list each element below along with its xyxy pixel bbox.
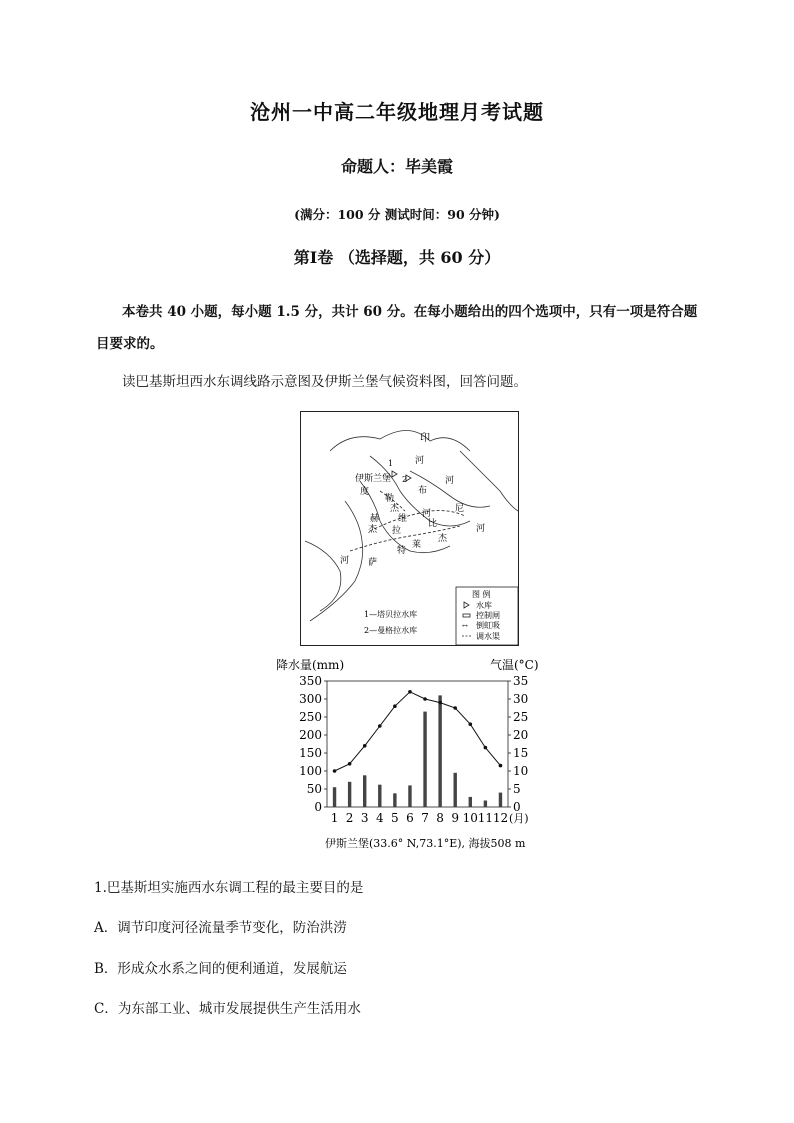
y2-tick-label: 0 — [513, 800, 521, 814]
x-tick-label: 2 — [345, 811, 354, 825]
legend-note: 1—塔贝拉水库 — [364, 610, 418, 619]
y-tick-label: 350 — [299, 674, 322, 688]
map-label: 莱 — [412, 540, 422, 550]
map-label: 赫 — [370, 514, 380, 524]
temperature-point — [363, 744, 367, 748]
temperature-point — [499, 764, 503, 768]
precipitation-bar — [499, 793, 502, 807]
y2-tick-label: 5 — [513, 782, 521, 796]
map-label: 杰 — [390, 504, 400, 514]
map-label: 河 — [415, 456, 425, 466]
x-tick-label: 5 — [391, 811, 399, 825]
reservoir-number: 2 — [402, 475, 408, 484]
precipitation-bar — [348, 782, 351, 807]
x-tick-label: 7 — [421, 811, 429, 825]
x-tick-label: 11 — [477, 811, 494, 825]
y2-tick-label: 10 — [513, 764, 529, 778]
precipitation-bar — [469, 797, 472, 807]
map-label: 比 — [428, 519, 438, 529]
question-option-b[interactable]: B．形成众水系之间的便利通道，发展航运 — [94, 961, 347, 977]
map-label: 杰 — [368, 525, 378, 535]
chart-caption: 伊斯兰堡(33.6° N,73.1°E), 海拔508 m — [325, 837, 526, 850]
map-label: 度 — [360, 487, 370, 497]
temperature-point — [348, 762, 352, 766]
map-label: 维 — [398, 514, 408, 524]
question-option-c[interactable]: C．为东部工业、城市发展提供生产生活用水 — [94, 1001, 361, 1017]
y-tick-label: 300 — [299, 692, 322, 706]
temperature-point — [423, 697, 427, 701]
y-tick-label: 250 — [299, 710, 322, 724]
map-label: 河 — [340, 556, 350, 566]
legend-title: 图 例 — [472, 590, 491, 599]
precipitation-bar — [408, 785, 411, 807]
legend-item: 控制闸 — [476, 611, 500, 620]
y-tick-label: 200 — [299, 728, 322, 742]
x-tick-label: 1 — [330, 811, 339, 825]
precipitation-bar — [363, 775, 366, 807]
map-label: 特 — [397, 546, 407, 556]
climate-chart — [270, 655, 560, 855]
y2-axis-label: 气温(°C) — [490, 658, 539, 672]
legend-item: 调水渠 — [476, 632, 500, 641]
plot-frame — [327, 681, 508, 807]
precipitation-bar — [333, 787, 336, 807]
y-tick-label: 100 — [299, 764, 322, 778]
precipitation-bar — [393, 793, 396, 807]
map-label: 拉 — [392, 526, 402, 536]
question-lead: 读巴基斯坦西水东调线路示意图及伊斯兰堡气候资料图，回答问题。 — [122, 374, 527, 390]
instructions: 本卷共 40 小题，每小题 1.5 分，共计 60 分。在每小题给出的四个选项中，只有一项是符合题目要求的。 — [96, 304, 698, 352]
water-diversion-map — [300, 411, 520, 647]
y2-tick-label: 20 — [513, 728, 529, 742]
question-stem: 1.巴基斯坦实施西水东调工程的最主要目的是 — [94, 880, 364, 896]
reservoir-number: 1 — [388, 459, 394, 468]
temperature-line — [335, 692, 501, 771]
x-tick-label: 10 — [462, 811, 478, 825]
y-tick-label: 50 — [306, 782, 322, 796]
question-option-a[interactable]: A．调节印度河径流量季节变化，防治洪涝 — [94, 920, 347, 936]
city-label-islamabad: 伊斯兰堡 — [355, 474, 392, 484]
y-tick-label: 150 — [299, 746, 322, 760]
map-label: 尼 — [455, 504, 465, 514]
map-label: 河 — [422, 509, 432, 519]
y2-tick-label: 25 — [513, 710, 529, 724]
y-tick-label: 0 — [314, 800, 322, 814]
temperature-point — [408, 690, 412, 694]
author-line: 命题人：毕美霞 — [340, 157, 453, 176]
temperature-point — [438, 701, 442, 705]
temperature-point — [393, 704, 397, 708]
legend-item: 倒虹吸 — [476, 621, 500, 630]
map-label: 河 — [445, 476, 455, 486]
y2-tick-label: 35 — [513, 674, 529, 688]
map-label: 杰 — [438, 534, 448, 544]
y-axis-label: 降水量(mm) — [276, 658, 345, 672]
x-tick-label: 3 — [360, 811, 369, 825]
map-label: 勒 — [385, 494, 395, 504]
x-tick-label: 9 — [451, 811, 460, 825]
map-label: 河 — [476, 524, 486, 534]
precipitation-bar — [423, 712, 426, 807]
x-tick-label: 8 — [436, 811, 444, 825]
temperature-point — [333, 769, 337, 773]
x-axis-unit: (月) — [509, 812, 529, 825]
exam-meta: (满分：100 分 测试时间：90 分钟) — [294, 207, 500, 222]
x-tick-label: 6 — [406, 811, 414, 825]
x-tick-label: 4 — [375, 811, 384, 825]
legend-siphon-icon: ↔ — [462, 622, 468, 630]
temperature-point — [453, 706, 457, 710]
precipitation-bar — [454, 773, 457, 807]
section-heading: 第Ⅰ卷 （选择题，共 60 分） — [293, 248, 501, 267]
y2-tick-label: 30 — [513, 692, 529, 706]
temperature-point — [468, 722, 472, 726]
x-tick-label: 12 — [492, 811, 509, 825]
precipitation-bar — [438, 695, 441, 807]
map-label: 印 — [420, 433, 430, 444]
legend-item: 水库 — [476, 601, 492, 610]
temperature-point — [484, 746, 488, 750]
map-label: 布 — [418, 486, 428, 496]
temperature-point — [378, 724, 382, 728]
page-title: 沧州一中高二年级地理月考试题 — [250, 100, 544, 124]
y2-tick-label: 15 — [513, 746, 529, 760]
legend-note: 2—曼格拉水库 — [364, 626, 418, 635]
precipitation-bar — [378, 785, 381, 807]
map-label: 萨 — [368, 558, 378, 568]
precipitation-bar — [484, 801, 487, 807]
